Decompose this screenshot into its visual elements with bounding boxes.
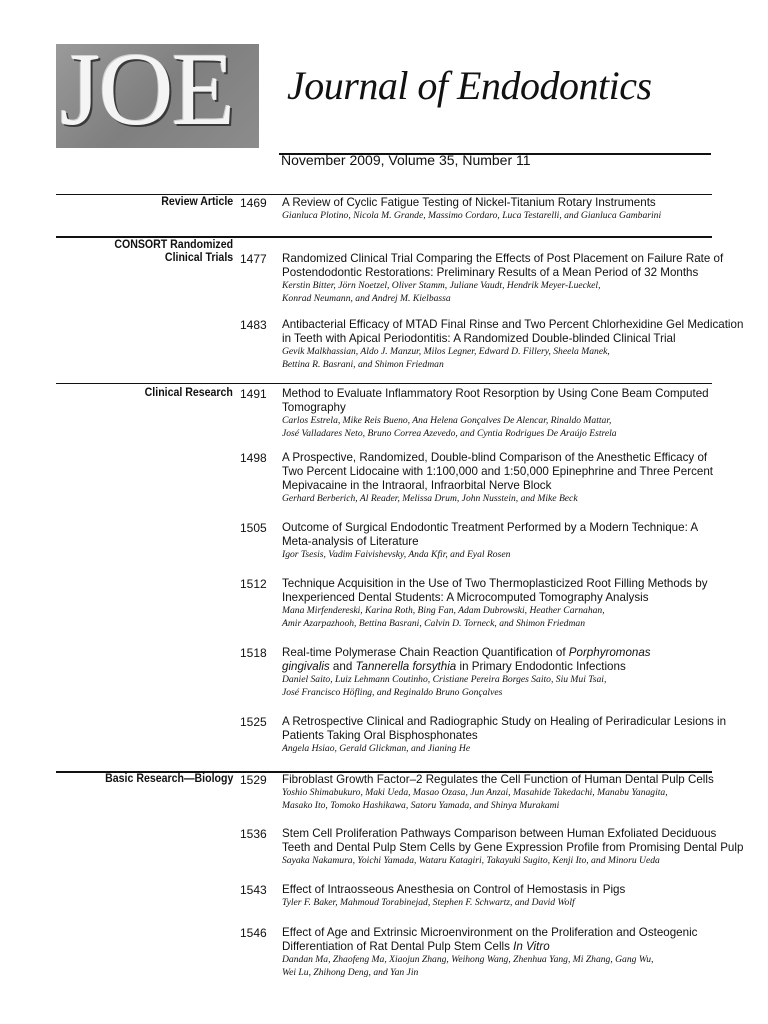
article-title: Tomography: [282, 401, 346, 414]
section-label-clinical: Clinical Research: [144, 387, 233, 399]
article-authors: Mana Mirfendereski, Karina Roth, Bing Fan, Adam Dubrowski, Heather Carnahan,: [282, 605, 605, 616]
page-number: 1525: [240, 715, 267, 729]
article-entry: [282, 577, 712, 630]
article-title: in Teeth with Apical Periodontitis: A Randomized Double-blinded Clinical Trial: [282, 332, 676, 345]
article-authors: Kerstin Bitter, Jörn Noetzel, Oliver Stamm, Juliane Vaudt, Hendrik Meyer-Lueckel,: [282, 280, 601, 291]
species-name: Porphyromonas: [568, 646, 651, 659]
article-authors: Daniel Saito, Luiz Lehmann Coutinho, Cristiane Pereira Borges Saito, Siu Mui Tsai,: [282, 674, 607, 685]
page-number: 1483: [240, 318, 267, 332]
page-number: 1498: [240, 451, 267, 465]
article-title: Antibacterial Efficacy of MTAD Final Rinse and Two Percent Chlorhexidine Gel Medication: [282, 318, 744, 331]
article-title: A Prospective, Randomized, Double-blind Comparison of the Anesthetic Efficacy of: [282, 451, 708, 464]
title-text: in Primary Endodontic Infections: [456, 660, 626, 673]
article-title: Randomized Clinical Trial Comparing the Effects of Post Placement on Failure Rate of: [282, 252, 724, 265]
title-text: Differentiation of Rat Dental Pulp Stem Cells: [282, 940, 514, 953]
section-label-consort-2: Clinical Trials: [164, 252, 233, 264]
page-number: 1529: [240, 773, 267, 787]
title-text: Real-time Polymerase Chain Reaction Quantification of: [282, 646, 569, 659]
article-title: Two Percent Lidocaine with 1:100,000 and 1:50,000 Epinephrine and Three Percent: [282, 465, 713, 478]
article-authors: Bettina R. Basrani, and Shimon Friedman: [282, 358, 444, 370]
journal-title: Journal of Endodontics: [287, 63, 652, 108]
article-title: Outcome of Surgical Endodontic Treatment Performed by a Modern Technique: A: [282, 521, 699, 534]
article-title: [282, 940, 712, 954]
section-divider: [56, 383, 712, 384]
article-title: Fibroblast Growth Factor–2 Regulates the Cell Function of Human Dental Pulp Cells: [282, 773, 714, 786]
section-label-basic: Basic Research—Biology: [104, 773, 233, 785]
article-entry: [282, 715, 727, 756]
article-entry: [282, 521, 712, 562]
article-entry: [282, 883, 712, 910]
page-number: 1505: [240, 521, 267, 535]
section-label-review: Review Article: [161, 196, 233, 208]
article-authors: Carlos Estrela, Mike Reis Bueno, Ana Helena Gonçalves De Alencar, Rinaldo Mattar,: [282, 415, 612, 426]
article-title: A Retrospective Clinical and Radiographic Study on Healing of Periradicular Lesions in: [282, 715, 727, 728]
article-authors: Tyler F. Baker, Mahmoud Torabinejad, Stephen F. Schwartz, and David Wolf: [282, 897, 575, 908]
article-title: Stem Cell Proliferation Pathways Comparison between Human Exfoliated Deciduous: [282, 827, 717, 840]
page-number: 1491: [240, 387, 267, 401]
article-title: [282, 646, 712, 660]
article-authors: Wei Lu, Zhihong Deng, and Yan Jin: [282, 966, 419, 978]
logo-text: JOE: [60, 44, 234, 147]
page-number: 1477: [240, 252, 267, 266]
page-number: 1536: [240, 827, 267, 841]
title-text: and: [329, 660, 356, 673]
article-authors: Amir Azarpazhooh, Bettina Basrani, Calvin D. Torneck, and Shimon Friedman: [282, 617, 585, 629]
article-authors: José Francisco Höfling, and Reginaldo Bruno Gonçalves: [282, 686, 503, 698]
article-authors: Gianluca Plotino, Nicola M. Grande, Massimo Cordaro, Luca Testarelli, and Gianluca Gambarini: [282, 210, 662, 221]
page-number: 1512: [240, 577, 267, 591]
article-entry: [282, 773, 712, 812]
article-title: Postendodontic Restorations: Preliminary Results of a Mean Period of 32 Months: [282, 266, 699, 279]
article-title: Patients Taking Oral Bisphosphonates: [282, 729, 478, 742]
article-entry: [282, 926, 712, 979]
article-authors: Dandan Ma, Zhaofeng Ma, Xiaojun Zhang, Weihong Wang, Zhenhua Yang, Mi Zhang, Gang Wu,: [282, 954, 654, 965]
page-number: 1543: [240, 883, 267, 897]
article-entry: [282, 646, 712, 699]
article-title: Teeth and Dental Pulp Stem Cells by Gene Expression Profile from Promising Dental Pulp: [282, 841, 744, 854]
article-title: Inexperienced Dental Students: A Microcomputed Tomography Analysis: [282, 591, 649, 604]
joe-logo: [56, 44, 259, 148]
article-authors: Konrad Neumann, and Andrej M. Kielbassa: [282, 292, 451, 304]
title-italic: In Vitro: [513, 940, 550, 953]
article-authors: Angela Hsiao, Gerald Glickman, and Jianing He: [282, 743, 471, 754]
article-title: Technique Acquisition in the Use of Two Thermoplasticized Root Filling Methods by: [282, 577, 708, 590]
article-authors: Gerhard Berberich, Al Reader, Melissa Drum, John Nusstein, and Mike Beck: [282, 493, 578, 504]
article-title: Mepivacaine in the Intraoral, Infraorbital Nerve Block: [282, 479, 552, 492]
section-divider: [56, 236, 712, 238]
page-number: 1469: [240, 196, 267, 210]
article-authors: Sayaka Nakamura, Yoichi Yamada, Wataru Katagiri, Takayuki Sugito, Kenji Ito, and Minoru Ueda: [282, 855, 660, 866]
article-entry: [282, 451, 712, 506]
issue-info: November 2009, Volume 35, Number 11: [281, 152, 531, 168]
section-divider: [56, 194, 712, 195]
article-title: Meta-analysis of Literature: [282, 535, 419, 548]
article-authors: Yoshio Shimabukuro, Maki Ueda, Masao Ozasa, Jun Anzai, Masahide Takedachi, Manabu Yanagita,: [282, 787, 668, 798]
article-title: Effect of Intraosseous Anesthesia on Control of Hemostasis in Pigs: [282, 883, 626, 896]
species-name: Tannerella forsythia: [355, 660, 457, 673]
article-authors: Igor Tsesis, Vadim Faivishevsky, Anda Kfir, and Eyal Rosen: [282, 549, 511, 560]
species-name: gingivalis: [282, 660, 330, 673]
article-title: [282, 660, 712, 674]
article-entry: [282, 387, 712, 440]
article-entry: [282, 827, 744, 868]
article-entry: [282, 318, 744, 371]
article-title: Effect of Age and Extrinsic Microenvironment on the Proliferation and Osteogenic: [282, 926, 698, 939]
section-label-consort-1: CONSORT Randomized: [114, 239, 233, 251]
article-title: Method to Evaluate Inflammatory Root Resorption by Using Cone Beam Computed: [282, 387, 709, 400]
page-number: 1546: [240, 926, 267, 940]
article-entry: [282, 196, 712, 223]
article-authors: José Valladares Neto, Bruno Correa Azevedo, and Cyntia Rodrigues De Araújo Estrela: [282, 427, 617, 439]
article-authors: Gevik Malkhassian, Aldo J. Manzur, Milos Legner, Edward D. Fillery, Sheela Manek,: [282, 346, 610, 357]
article-authors: Masako Ito, Tomoko Hashikawa, Satoru Yamada, and Shinya Murakami: [282, 799, 560, 811]
page-number: 1518: [240, 646, 267, 660]
article-title: A Review of Cyclic Fatigue Testing of Nickel-Titanium Rotary Instruments: [282, 196, 656, 209]
article-entry: [282, 252, 724, 305]
